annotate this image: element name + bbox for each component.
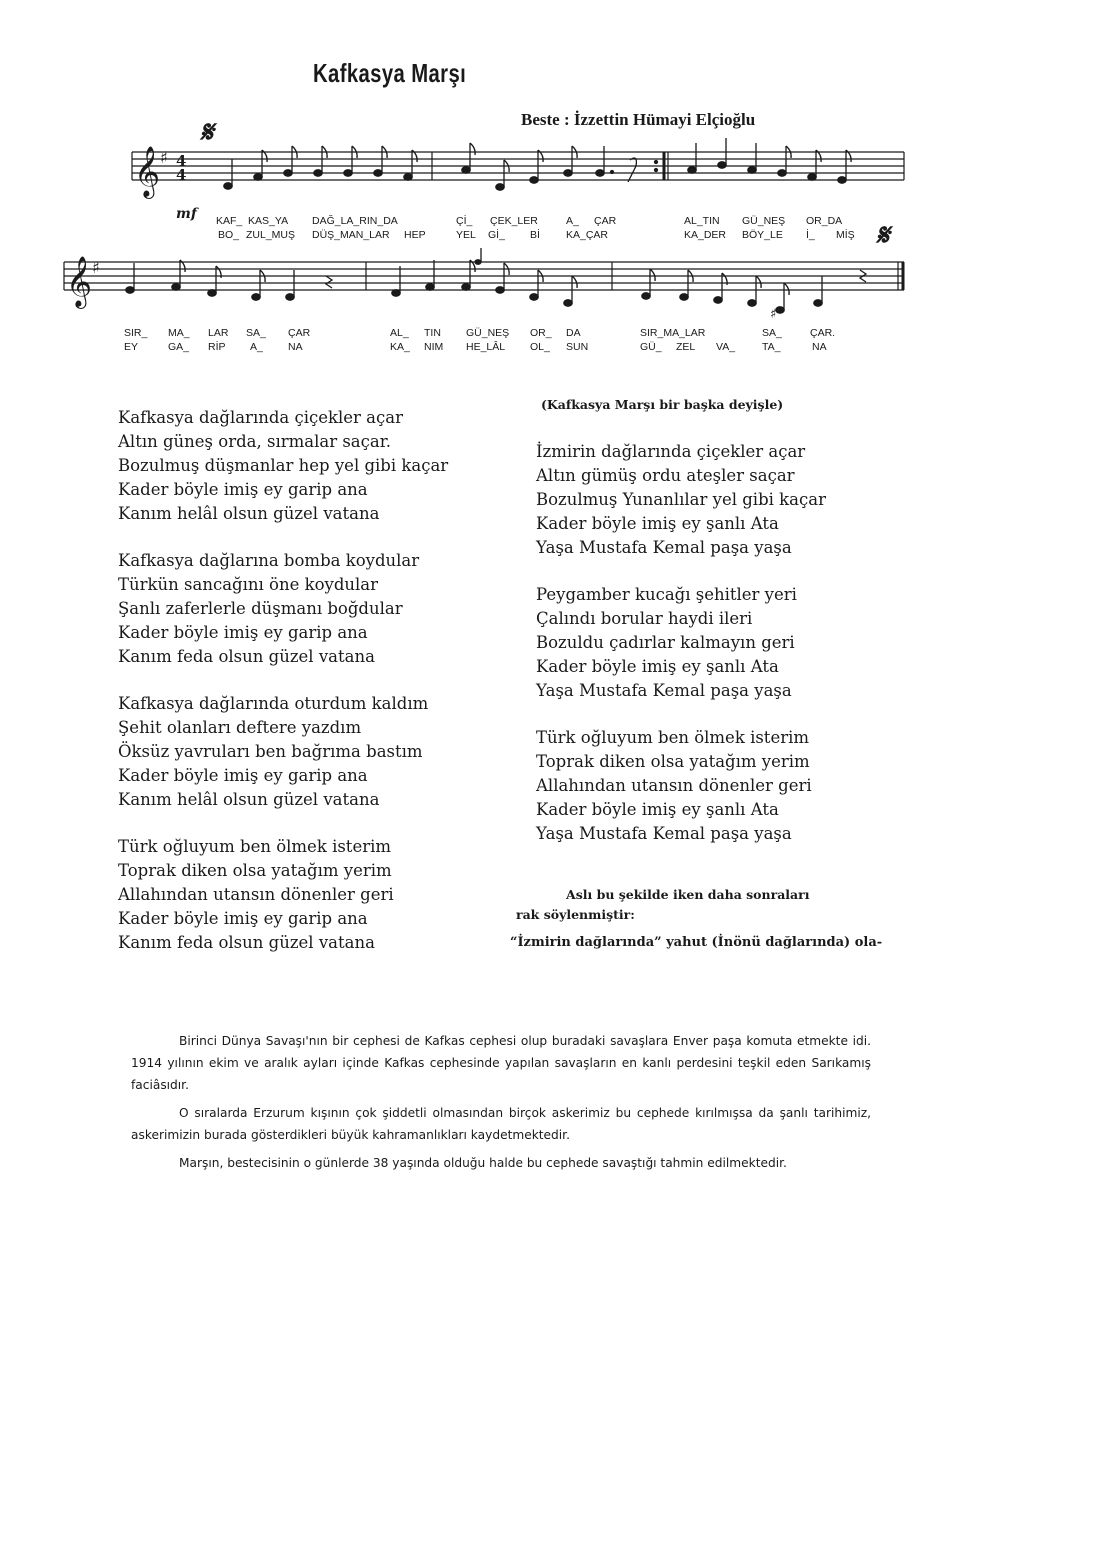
sharp-key-signature-icon: ♯ xyxy=(160,148,168,167)
lyric-syllable: GÜ_NEŞ xyxy=(466,327,510,339)
verse-line: Kanım helâl olsun güzel vatana xyxy=(118,504,380,523)
lyric-syllable: AL_ xyxy=(390,327,409,339)
verse-line: Kader böyle imiş ey şanlı Ata xyxy=(536,800,779,819)
stanza xyxy=(118,549,448,669)
lyric-syllable: ZEL xyxy=(676,341,696,353)
verse-line: Yaşa Mustafa Kemal paşa yaşa xyxy=(536,824,792,843)
song-title: Kafkasya Marşı xyxy=(313,58,467,88)
lyric-syllable: KA_DER xyxy=(684,229,727,241)
lyric-syllable: YEL xyxy=(456,229,476,241)
lyric-syllable: DÜŞ_MAN_LAR xyxy=(312,229,390,241)
lyric-syllable: DAĞ_LA_RIN_DA xyxy=(312,215,398,227)
verse-line: Kader böyle imiş ey garip ana xyxy=(118,480,368,499)
alternate-version-heading: (Kafkasya Marşı bir başka deyişle) xyxy=(541,397,784,412)
dynamic-marking: mf xyxy=(176,206,197,222)
lyric-syllable: OR_DA xyxy=(806,215,843,227)
lyric-syllable: SUN xyxy=(566,341,589,353)
lyric-syllable: KAS_YA xyxy=(248,215,289,227)
lyric-syllable: DA xyxy=(566,327,581,339)
verse-line: Allahından utansın dönenler geri xyxy=(536,776,812,795)
paragraph: Birinci Dünya Savaşı'nın bir cephesi de Kafkas cephesi olup buradaki savaşlara Enver paşa komuta etmekte idi. 1914 yılının ekim ve aralık ayları içinde Kafkas cephesinde yapılan savaşların en kanlı perdesini teşkil eden Sarıkamış faciâsıdır. xyxy=(131,1034,871,1092)
verse-line: Şehit olanları deftere yazdım xyxy=(118,718,362,737)
paragraph: Marşın, bestecisinin o günlerde 38 yaşında olduğu halde bu cephede savaştığı tahmin edilmektedir. xyxy=(179,1156,787,1170)
stanza xyxy=(118,692,448,812)
verse-line: Kafkasya dağlarında çiçekler açar xyxy=(118,408,403,427)
verse-line: Yaşa Mustafa Kemal paşa yaşa xyxy=(536,538,792,557)
lyric-syllable: GÜ_NEŞ xyxy=(742,215,786,227)
lyrics-right-column xyxy=(536,440,826,869)
verse-line: Kanım feda olsun güzel vatana xyxy=(118,647,375,666)
lyric-syllable: Gİ_ xyxy=(488,229,505,241)
footnote-line: Aslı bu şekilde iken daha sonraları xyxy=(566,887,810,902)
verse-line: Altın gümüş ordu ateşler saçar xyxy=(536,466,795,485)
verse-line: Türkün sancağını öne koydular xyxy=(118,575,379,594)
lyric-syllable: A_ xyxy=(566,215,579,227)
lyric-syllable: A_ xyxy=(250,341,263,353)
verse-line: Altın güneş orda, sırmalar saçar. xyxy=(118,432,392,451)
lyric-syllable: Bİ xyxy=(530,229,540,241)
lyric-syllable: Çİ_ xyxy=(456,215,473,227)
lyric-syllable: MİŞ xyxy=(836,229,855,241)
lyric-syllable: NA xyxy=(288,341,303,353)
treble-clef-icon: 𝄞 xyxy=(134,146,161,197)
lyrics-row-2-verse-2 xyxy=(124,340,827,353)
lyric-syllable: ÇEK_LER xyxy=(490,215,538,227)
sheet-music xyxy=(0,0,1100,380)
lyric-syllable: AL_TIN xyxy=(684,215,720,227)
verse-line: Kader böyle imiş ey garip ana xyxy=(118,766,368,785)
lyric-syllable: ÇAR xyxy=(288,327,311,339)
lyric-syllable: NA xyxy=(812,341,827,353)
lyrics-row-1-verse-1 xyxy=(216,214,842,227)
footnote-line: “İzmirin dağlarında” yahut (İnönü dağlarında) ola- xyxy=(510,935,883,950)
verse-line: Kanım helâl olsun güzel vatana xyxy=(118,790,380,809)
sharp-accidental-icon: ♯ xyxy=(770,307,777,322)
verse-line: Öksüz yavruları ben bağrıma bastım xyxy=(118,742,423,761)
segno-icon: 𝄋 xyxy=(200,115,213,150)
verse-line: Peygamber kucağı şehitler yeri xyxy=(536,585,797,604)
historical-note xyxy=(131,1030,871,1180)
lyric-syllable: ÇAR. xyxy=(810,327,836,339)
stanza xyxy=(536,440,826,560)
lyric-syllable: LAR xyxy=(208,327,229,339)
lyric-syllable: SA_ xyxy=(762,327,782,339)
stanza xyxy=(118,406,448,526)
time-signature-bottom: 4 xyxy=(176,166,187,184)
verse-line: Kafkasya dağlarına bomba koydular xyxy=(118,551,420,570)
lyric-syllable: GA_ xyxy=(168,341,190,353)
lyric-syllable: BÖY_LE xyxy=(742,229,783,241)
notes-row-2 xyxy=(126,248,866,313)
lyric-syllable: RİP xyxy=(208,341,226,353)
verse-line: Kader böyle imiş ey garip ana xyxy=(118,623,368,642)
lyric-syllable: MA_ xyxy=(168,327,190,339)
stanza xyxy=(536,726,826,846)
lyric-syllable: BO_ xyxy=(218,229,240,241)
verse-line: Toprak diken olsa yatağım yerim xyxy=(536,752,810,771)
lyric-syllable: HE_LÂL xyxy=(466,341,506,353)
time-signature-top: 4 xyxy=(176,152,187,170)
lyric-syllable: EY xyxy=(124,341,139,353)
lyric-syllable: VA_ xyxy=(716,341,736,353)
lyric-syllable: NIM xyxy=(424,341,444,353)
lyrics-row-1-verse-2 xyxy=(218,228,855,241)
verse-line: İzmirin dağlarında çiçekler açar xyxy=(536,442,806,461)
lyric-syllable: SA_ xyxy=(246,327,266,339)
treble-clef-icon: 𝄞 xyxy=(66,256,93,307)
composer-credit: Beste : İzzettin Hümayi Elçioğlu xyxy=(521,110,756,129)
lyric-syllable: GÜ_ xyxy=(640,341,662,353)
verse-line: Allahından utansın dönenler geri xyxy=(118,885,394,904)
verse-line: Toprak diken olsa yatağım yerim xyxy=(118,861,392,880)
verse-line: Kanım feda olsun güzel vatana xyxy=(118,933,375,952)
lyric-syllable: KA_ÇAR xyxy=(566,229,609,241)
verse-line: Bozuldu çadırlar kalmayın geri xyxy=(536,633,795,652)
verse-line: Türk oğluyum ben ölmek isterim xyxy=(536,728,810,747)
verse-line: Çalındı borular haydi ileri xyxy=(536,609,753,628)
notes-row-1 xyxy=(224,138,851,190)
lyrics-row-2-verse-1 xyxy=(124,327,835,339)
verse-line: Kader böyle imiş ey şanlı Ata xyxy=(536,657,779,676)
verse-line: Türk oğluyum ben ölmek isterim xyxy=(118,837,392,856)
lyric-syllable: İ_ xyxy=(806,229,815,241)
lyric-syllable: OR_ xyxy=(530,327,552,339)
paragraph: O sıralarda Erzurum kışının çok şiddetli olmasından birçok askerimiz bu cephede kırılmışsa da şanlı tarihimiz, askerimizin burada gösterdikleri büyük kahramanlıkları kaydetmektedir. xyxy=(131,1106,871,1142)
stanza xyxy=(118,835,448,955)
sharp-key-signature-icon: ♯ xyxy=(92,258,100,277)
lyric-syllable: KAF_ xyxy=(216,215,243,227)
verse-line: Bozulmuş düşmanlar hep yel gibi kaçar xyxy=(118,456,449,475)
lyric-syllable: SIR_MA_LAR xyxy=(640,327,706,339)
lyric-syllable: TIN xyxy=(424,327,441,339)
verse-line: Kader böyle imiş ey garip ana xyxy=(118,909,368,928)
lyric-syllable: TA_ xyxy=(762,341,781,353)
verse-line: Bozulmuş Yunanlılar yel gibi kaçar xyxy=(536,490,826,509)
lyrics-left-column xyxy=(118,406,448,978)
lyric-syllable: OL_ xyxy=(530,341,550,353)
segno-icon: 𝄋 xyxy=(876,218,889,253)
lyric-syllable: HEP xyxy=(404,229,426,241)
staff-row-1 xyxy=(132,152,904,180)
lyric-syllable: KA_ xyxy=(390,341,410,353)
verse-line: Şanlı zaferlerle düşmanı boğdular xyxy=(118,599,403,618)
verse-line: Kafkasya dağlarında oturdum kaldım xyxy=(118,694,429,713)
verse-line: Kader böyle imiş ey şanlı Ata xyxy=(536,514,779,533)
verse-line: Yaşa Mustafa Kemal paşa yaşa xyxy=(536,681,792,700)
stanza xyxy=(536,583,826,703)
lyric-syllable: ÇAR xyxy=(594,215,617,227)
lyric-syllable: SIR_ xyxy=(124,327,148,339)
lyric-syllable: ZUL_MUŞ xyxy=(246,229,296,241)
staff-row-2 xyxy=(64,262,904,290)
footnote-line: rak söylenmiştir: xyxy=(516,907,635,922)
